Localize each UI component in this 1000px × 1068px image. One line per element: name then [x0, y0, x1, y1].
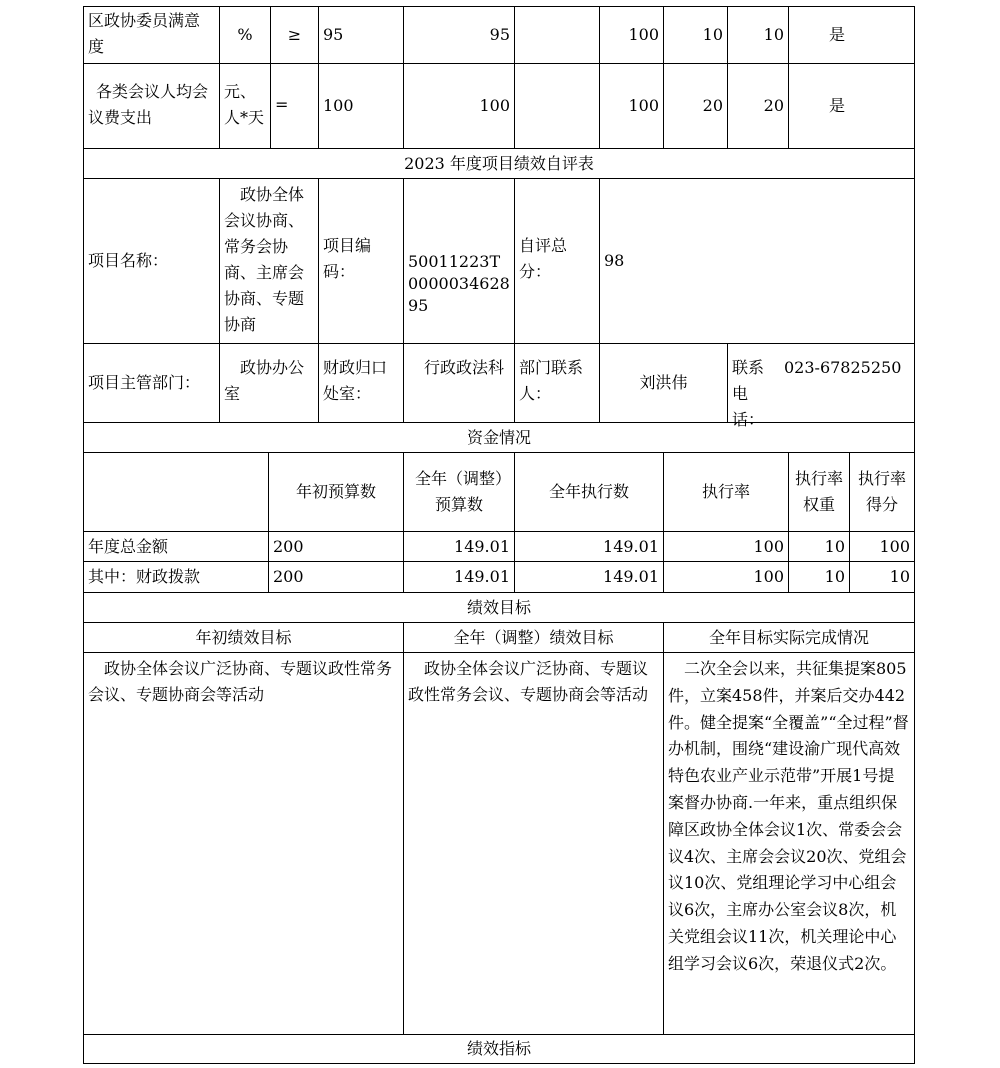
indicator-operator: =	[275, 95, 289, 114]
indicator-actual: 95	[489, 25, 510, 44]
funds-row-label: 年度总金额	[88, 536, 169, 556]
indicator-name: 区政协委员满意度	[88, 11, 201, 56]
indicators-section-title: 绩效指标	[466, 1039, 531, 1058]
goals-header-actual: 全年目标实际完成情况	[708, 627, 869, 647]
funds-row-rate: 100	[753, 536, 784, 556]
indicator-operator: ≥	[287, 25, 302, 44]
indicator-rate: 100	[628, 25, 659, 44]
funds-row-budget: 200	[273, 567, 304, 586]
funds-row-weight: 10	[824, 567, 845, 586]
rule	[83, 652, 915, 653]
funds-row-score: 100	[879, 536, 910, 556]
indicator-met: 是	[829, 25, 846, 44]
goals-header-adjusted: 全年（调整）绩效目标	[453, 627, 614, 647]
rule	[514, 6, 515, 148]
goals-section-title: 绩效目标	[466, 597, 531, 617]
funds-row-executed: 149.01	[603, 567, 659, 586]
funds-row-weight: 10	[824, 536, 845, 556]
performance-table	[83, 6, 915, 1064]
goals-header-initial: 年初绩效目标	[195, 627, 292, 647]
indicator-unit: %	[237, 25, 253, 44]
project-name-label: 项目名称：	[88, 251, 169, 270]
indicator-met: 是	[829, 96, 846, 115]
indicator-weight: 20	[702, 96, 723, 115]
indicator-target: 95	[323, 25, 344, 44]
table-title: 2023 年度项目绩效自评表	[404, 153, 594, 173]
funds-row-label: 其中：财政拨款	[88, 567, 201, 586]
project-name-value: 政协全体会议协商、常务会协商、主席会协商、专题协商	[224, 185, 305, 334]
dept-value: 政协办公室	[224, 358, 305, 403]
goals-adjusted-text: 政协全体会议广泛协商、专题议政性常务会议、专题协商会等活动	[408, 659, 649, 704]
contact-value: 刘洪伟	[639, 373, 688, 392]
indicator-unit: 元、人*天	[224, 82, 265, 127]
funds-row-adjusted: 149.01	[454, 567, 510, 586]
indicator-target: 100	[323, 96, 354, 115]
rule	[83, 1063, 915, 1064]
indicator-actual: 100	[479, 96, 510, 115]
self-score-value: 98	[604, 251, 625, 270]
project-code-label: 项目编码：	[323, 236, 372, 281]
contact-label: 部门联系人：	[519, 358, 584, 403]
office-value: 行政政法科	[424, 358, 505, 377]
funds-header-budget: 年初预算数	[295, 482, 376, 501]
phone-value: 023-67825250	[784, 358, 902, 377]
funds-row-score: 10	[889, 567, 910, 586]
goals-actual-text: 二次全会以来，共征集提案805件，立案458件，并案后交办442件。健全提案“全覆盖”“全过程”督办机制，围绕“建设渝广现代高效特色农业产业示范带”开展1号提案督办协商.一年来，重点组织保障区政协全体会议1次、常委会会议4次、主席会会议20次、党组会议10次、党组理论学习中心组会议6次，主席办公室会议8次，机关党组会议11次，机关理论中心组学习会议6次，荣退仪式2次。	[668, 659, 909, 973]
project-code-value: 50011223T000003462895	[408, 252, 510, 315]
funds-header-adjusted: 全年（调整）预算数	[414, 469, 503, 514]
indicator-score: 20	[763, 96, 784, 115]
rule	[914, 6, 915, 1064]
funds-section-title: 资金情况	[466, 427, 531, 447]
indicator-rate: 100	[628, 96, 659, 115]
funds-row-budget: 200	[273, 536, 304, 556]
funds-row-executed: 149.01	[603, 536, 659, 556]
funds-header-weight: 执行率权重	[795, 469, 844, 514]
goals-initial-text: 政协全体会议广泛协商、专题议政性常务会议、专题协商会等活动	[88, 659, 393, 704]
indicator-score: 10	[763, 25, 784, 44]
dept-label: 项目主管部门：	[88, 373, 201, 392]
phone-label: 联系电话：	[732, 358, 765, 429]
indicator-weight: 10	[702, 25, 723, 44]
funds-header-executed: 全年执行数	[548, 482, 629, 501]
self-score-label: 自评总分：	[519, 236, 568, 281]
funds-header-score: 执行率得分	[857, 469, 906, 514]
office-label: 财政归口处室：	[323, 358, 388, 403]
funds-row-adjusted: 149.01	[454, 536, 510, 556]
funds-header-rate: 执行率	[701, 482, 750, 501]
funds-row-rate: 100	[753, 567, 784, 586]
indicator-name: 各类会议人均会议费支出	[88, 82, 209, 127]
